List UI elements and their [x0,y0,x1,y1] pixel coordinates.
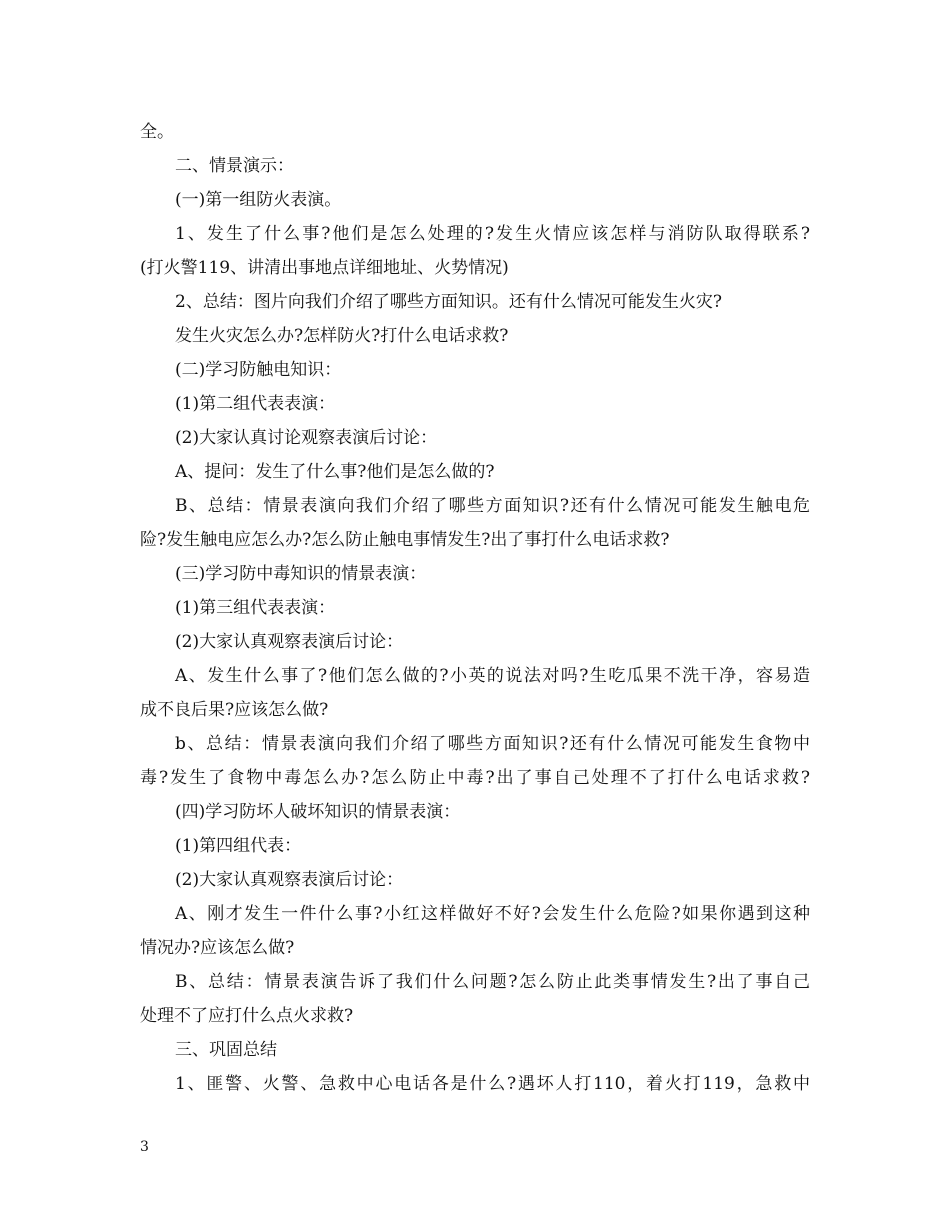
text-line: 处理不了应打什么点火求救? [140,1006,354,1026]
section-heading: 二、情景演示： [175,156,294,176]
text-line: B、总结：情景表演告诉了我们什么问题?怎么防止此类事情发生?出了事自己 [175,972,810,992]
text-line: (2)大家认真观察表演后讨论： [175,870,404,890]
subsection-heading: (一)第一组防火表演。 [175,190,342,210]
text-line: (1)第四组代表： [175,836,302,856]
text-line: 情况办?应该怎么做? [140,938,295,958]
text-line: (打火警119、讲清出事地点详细地址、火势情况) [140,258,509,278]
text-line: 成不良后果?应该怎么做? [140,700,329,720]
subsection-heading: (三)学习防中毒知识的情景表演： [175,564,427,584]
text-line: b、总结：情景表演向我们介绍了哪些方面知识?还有什么情况可能发生食物中 [175,734,810,754]
text-line: (1)第三组代表表演： [175,598,336,618]
text-line: 全。 [140,122,174,142]
page-number: 3 [140,1139,149,1155]
text-line: (2)大家认真讨论观察表演后讨论： [175,428,438,448]
text-line: 1、发生了什么事?他们是怎么处理的?发生火情应该怎样与消防队取得联系? [175,224,810,244]
text-line: 发生火灾怎么办?怎样防火?打什么电话求救? [175,326,509,346]
text-line: (1)第二组代表表演： [175,394,336,414]
subsection-heading: (二)学习防触电知识： [175,360,342,380]
text-line: (2)大家认真观察表演后讨论： [175,632,404,652]
text-line: A、发生什么事了?他们怎么做的?小英的说法对吗?生吃瓜果不洗干净，容易造 [175,666,810,686]
text-line: 毒?发生了食物中毒怎么办?怎么防止中毒?出了事自己处理不了打什么电话求救? [140,768,810,788]
text-line: A、提问：发生了什么事?他们是怎么做的? [175,462,495,482]
text-line: A、刚才发生一件什么事?小红这样做好不好?会发生什么危险?如果你遇到这种 [175,904,810,924]
section-heading: 三、巩固总结 [175,1040,277,1060]
text-line: 1、匪警、火警、急救中心电话各是什么?遇坏人打110，着火打119，急救中 [175,1074,810,1094]
text-line: B、总结：情景表演向我们介绍了哪些方面知识?还有什么情况可能发生触电危 [175,496,810,516]
subsection-heading: (四)学习防坏人破坏知识的情景表演： [175,802,461,822]
text-line: 2、总结：图片向我们介绍了哪些方面知识。还有什么情况可能发生火灾? [175,292,722,312]
text-line: 险?发生触电应怎么办?怎么防止触电事情发生?出了事打什么电话求救? [140,530,670,550]
